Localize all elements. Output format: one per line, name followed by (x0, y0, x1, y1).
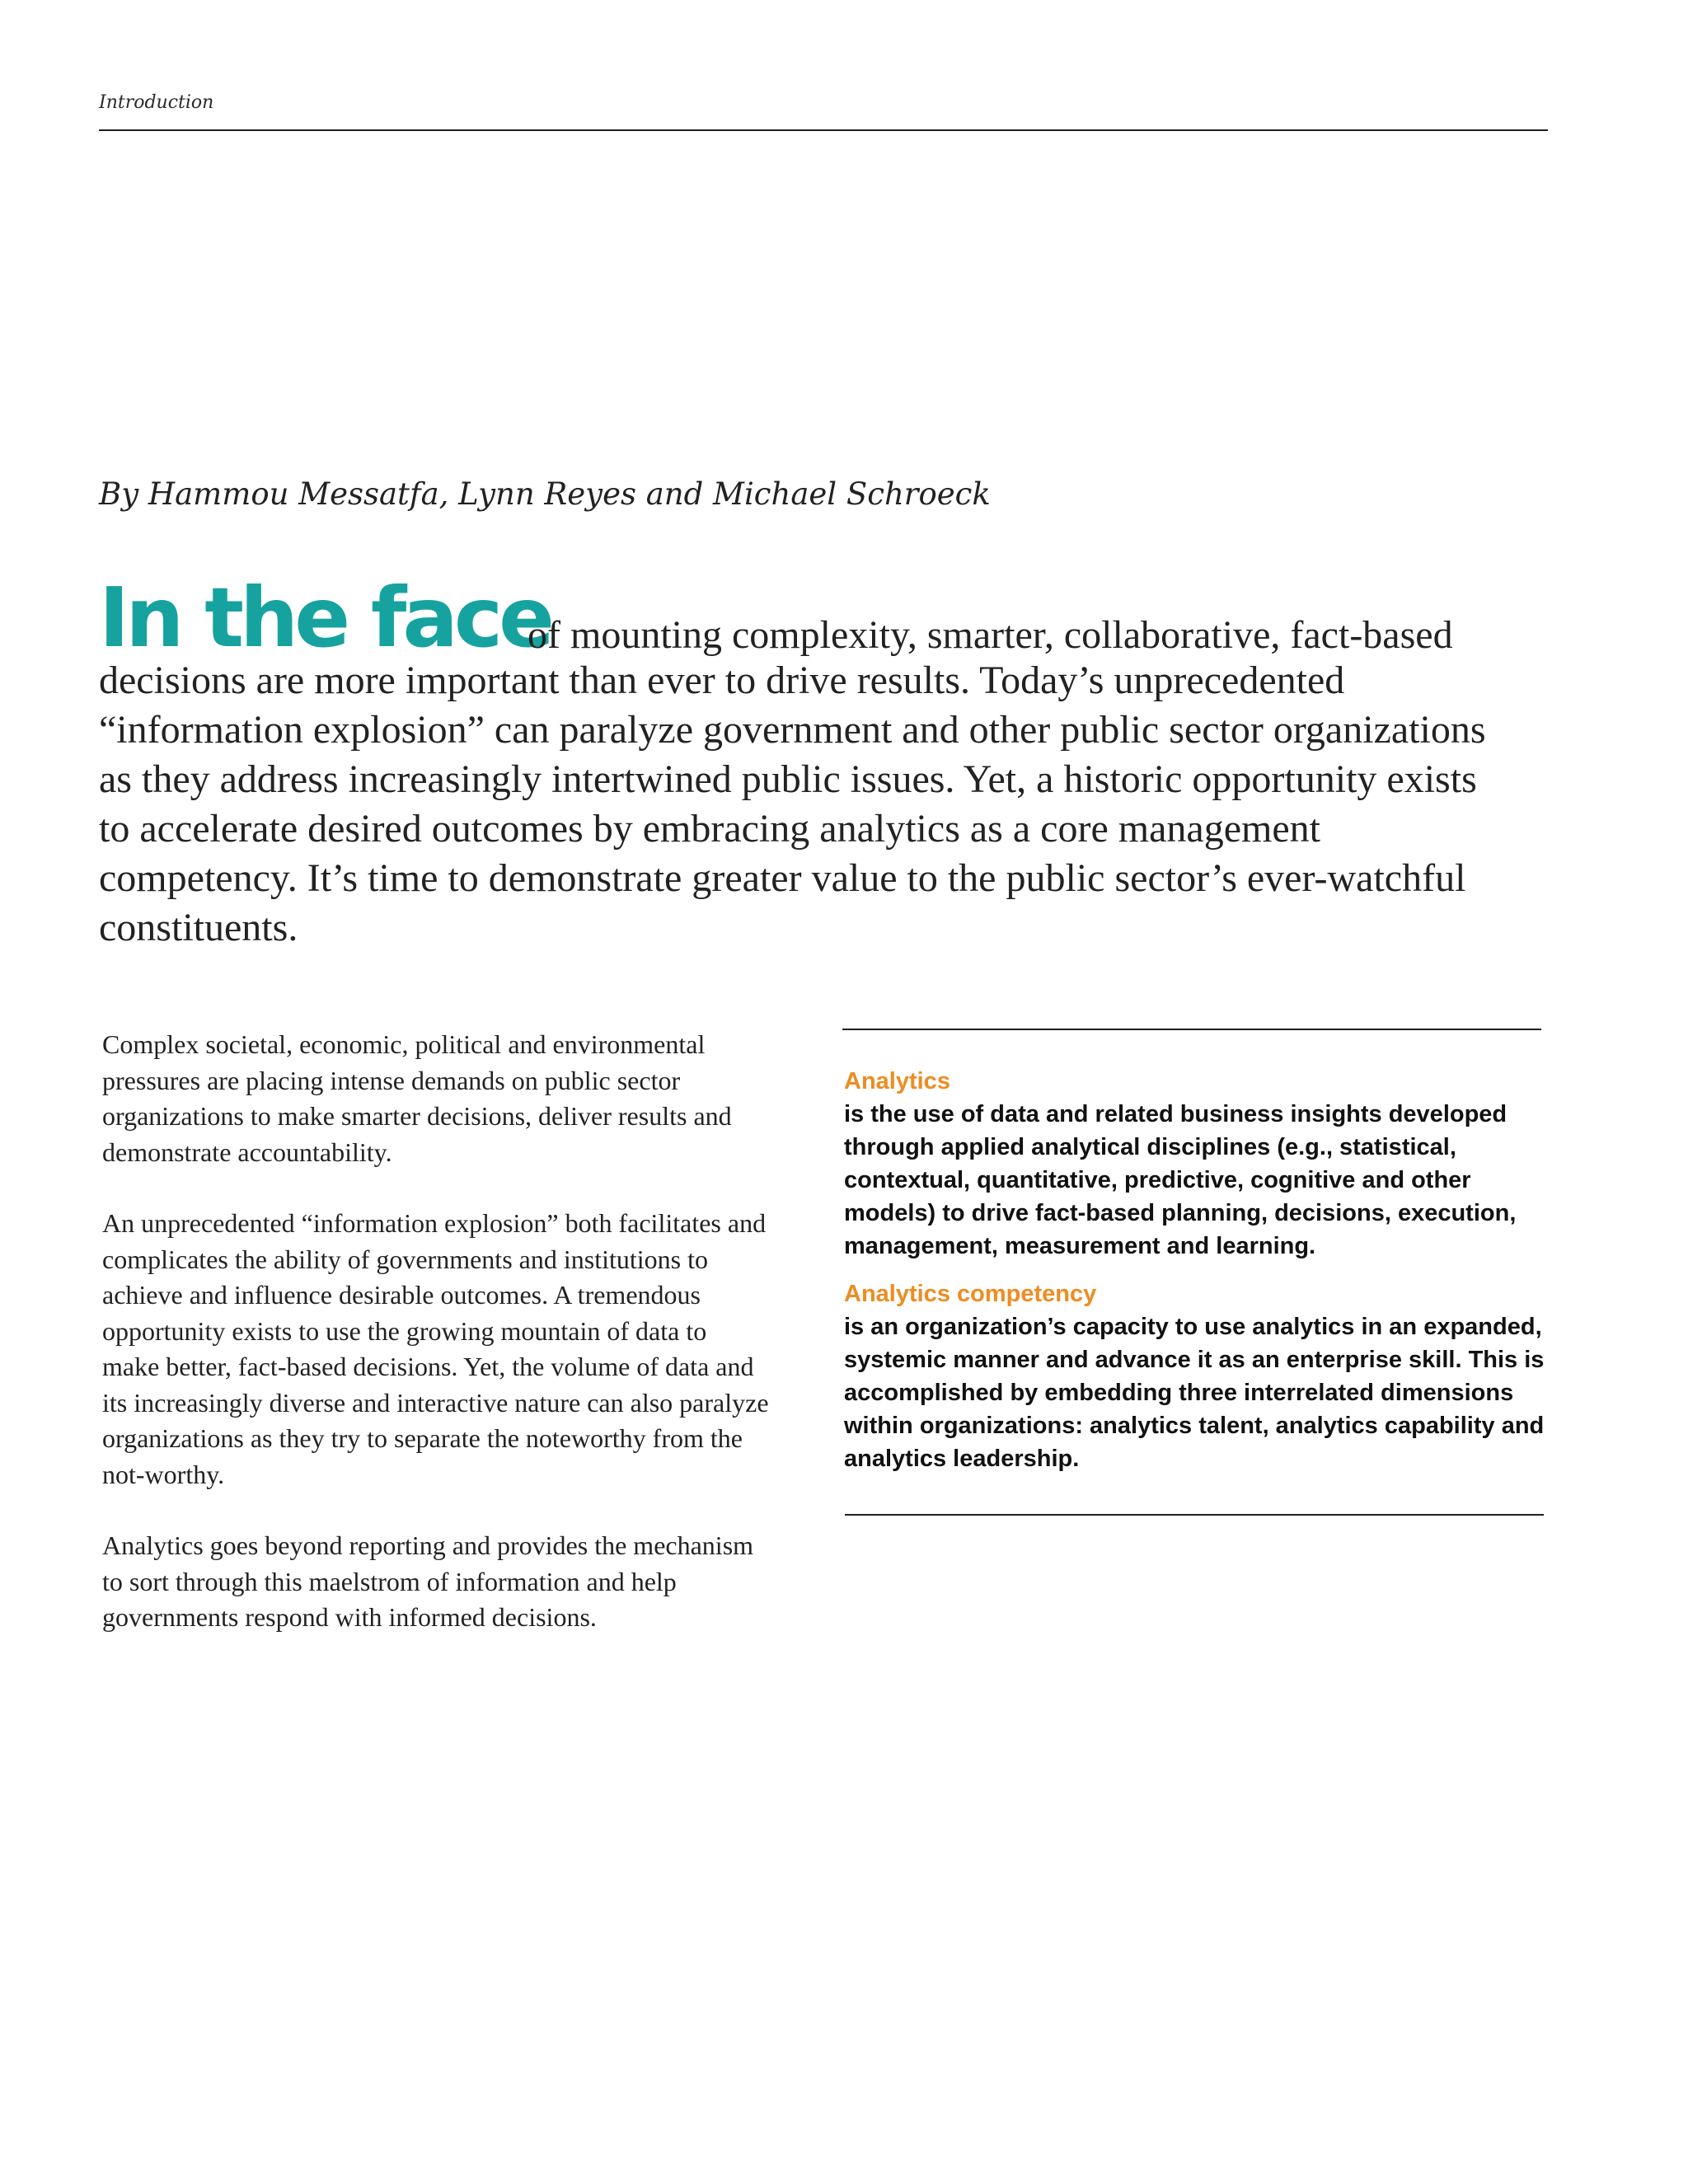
definition-term: Analytics (844, 1068, 950, 1094)
definition-line: models) to drive fact-based planning, decisions, execution, (844, 1200, 1517, 1226)
definition-line: analytics leadership. (844, 1446, 1080, 1472)
lead-line: competency. It’s time to demonstrate greater value to the public sector’s ever-watchful (99, 856, 1466, 900)
lead-first-line (99, 569, 1558, 666)
definition-term: Analytics competency (844, 1281, 1097, 1307)
body-line: complicates the ability of governments and institutions to (102, 1244, 708, 1274)
definition-line: is the use of data and related business insights developed (844, 1101, 1507, 1127)
lead-line: as they address increasingly intertwined public issues. Yet, a historic opportunity exists (99, 757, 1477, 801)
body-line: opportunity exists to use the growing mountain of data to (102, 1315, 707, 1346)
lead-line: “information explosion” can paralyze government and other public sector organizations (99, 708, 1486, 752)
body-line: demonstrate accountability. (102, 1137, 392, 1167)
body-line: make better, fact-based decisions. Yet, the volume of data and (102, 1352, 754, 1381)
body-line: not-worthy. (102, 1459, 225, 1489)
body-paragraph (102, 1528, 811, 1636)
definition-text (844, 1098, 1553, 1263)
definition-analytics-competency (844, 1277, 1553, 1475)
body-line: Complex societal, economic, political and environmental (102, 1029, 706, 1059)
definitions-sidebar (844, 1065, 1553, 1490)
definition-line: accomplished by embedding three interrelated dimensions (844, 1380, 1514, 1406)
body-line: Analytics goes beyond reporting and provides the mechanism (102, 1530, 754, 1560)
body-line: organizations as they try to separate the noteworthy from the (102, 1423, 743, 1453)
definition-line: through applied analytical disciplines (e.g., statistical, (844, 1134, 1456, 1160)
definition-line: management, measurement and learning. (844, 1233, 1316, 1259)
body-line: to sort through this maelstrom of information and help (102, 1566, 677, 1596)
body-line: An unprecedented “information explosion” both facilitates and (102, 1208, 767, 1238)
lead-paragraph (99, 569, 1558, 953)
lead-line: constituents. (99, 906, 298, 949)
body-line: its increasingly diverse and interactive nature can also paralyze (102, 1387, 769, 1418)
lead-drop-text: In the face (99, 569, 551, 666)
body-paragraph (102, 1027, 811, 1170)
body-line: pressures are placing intense demands on public sector (102, 1065, 681, 1095)
section-label: Introduction (99, 92, 214, 113)
lead-line: to accelerate desired outcomes by embracing analytics as a core management (99, 807, 1320, 851)
definition-analytics (844, 1065, 1553, 1263)
definition-text (844, 1310, 1553, 1475)
body-line: organizations to make smarter decisions, deliver results and (102, 1101, 732, 1131)
body-line: achieve and influence desirable outcomes. A tremendous (102, 1280, 701, 1310)
body-column (102, 1027, 811, 1671)
byline: By Hammou Messatfa, Lynn Reyes and Michael Schroeck (99, 476, 991, 512)
definition-line: systemic manner and advance it as an enterprise skill. This is (844, 1347, 1545, 1373)
body-line: governments respond with informed decisions. (102, 1602, 597, 1632)
header-rule (99, 129, 1548, 131)
definition-line: contextual, quantitative, predictive, cognitive and other (844, 1167, 1471, 1193)
definition-line: within organizations: analytics talent, analytics capability and (844, 1413, 1545, 1439)
body-paragraph (102, 1206, 811, 1493)
lead-line: decisions are more important than ever to drive results. Today’s unprecedented (99, 658, 1345, 702)
definition-line: is an organization’s capacity to use analytics in an expanded, (844, 1314, 1542, 1340)
sidebar-bottom-rule (845, 1514, 1544, 1516)
sidebar-top-rule (842, 1029, 1541, 1030)
lead-first-line-text: of mounting complexity, smarter, collaborative, fact-based (528, 613, 1453, 657)
